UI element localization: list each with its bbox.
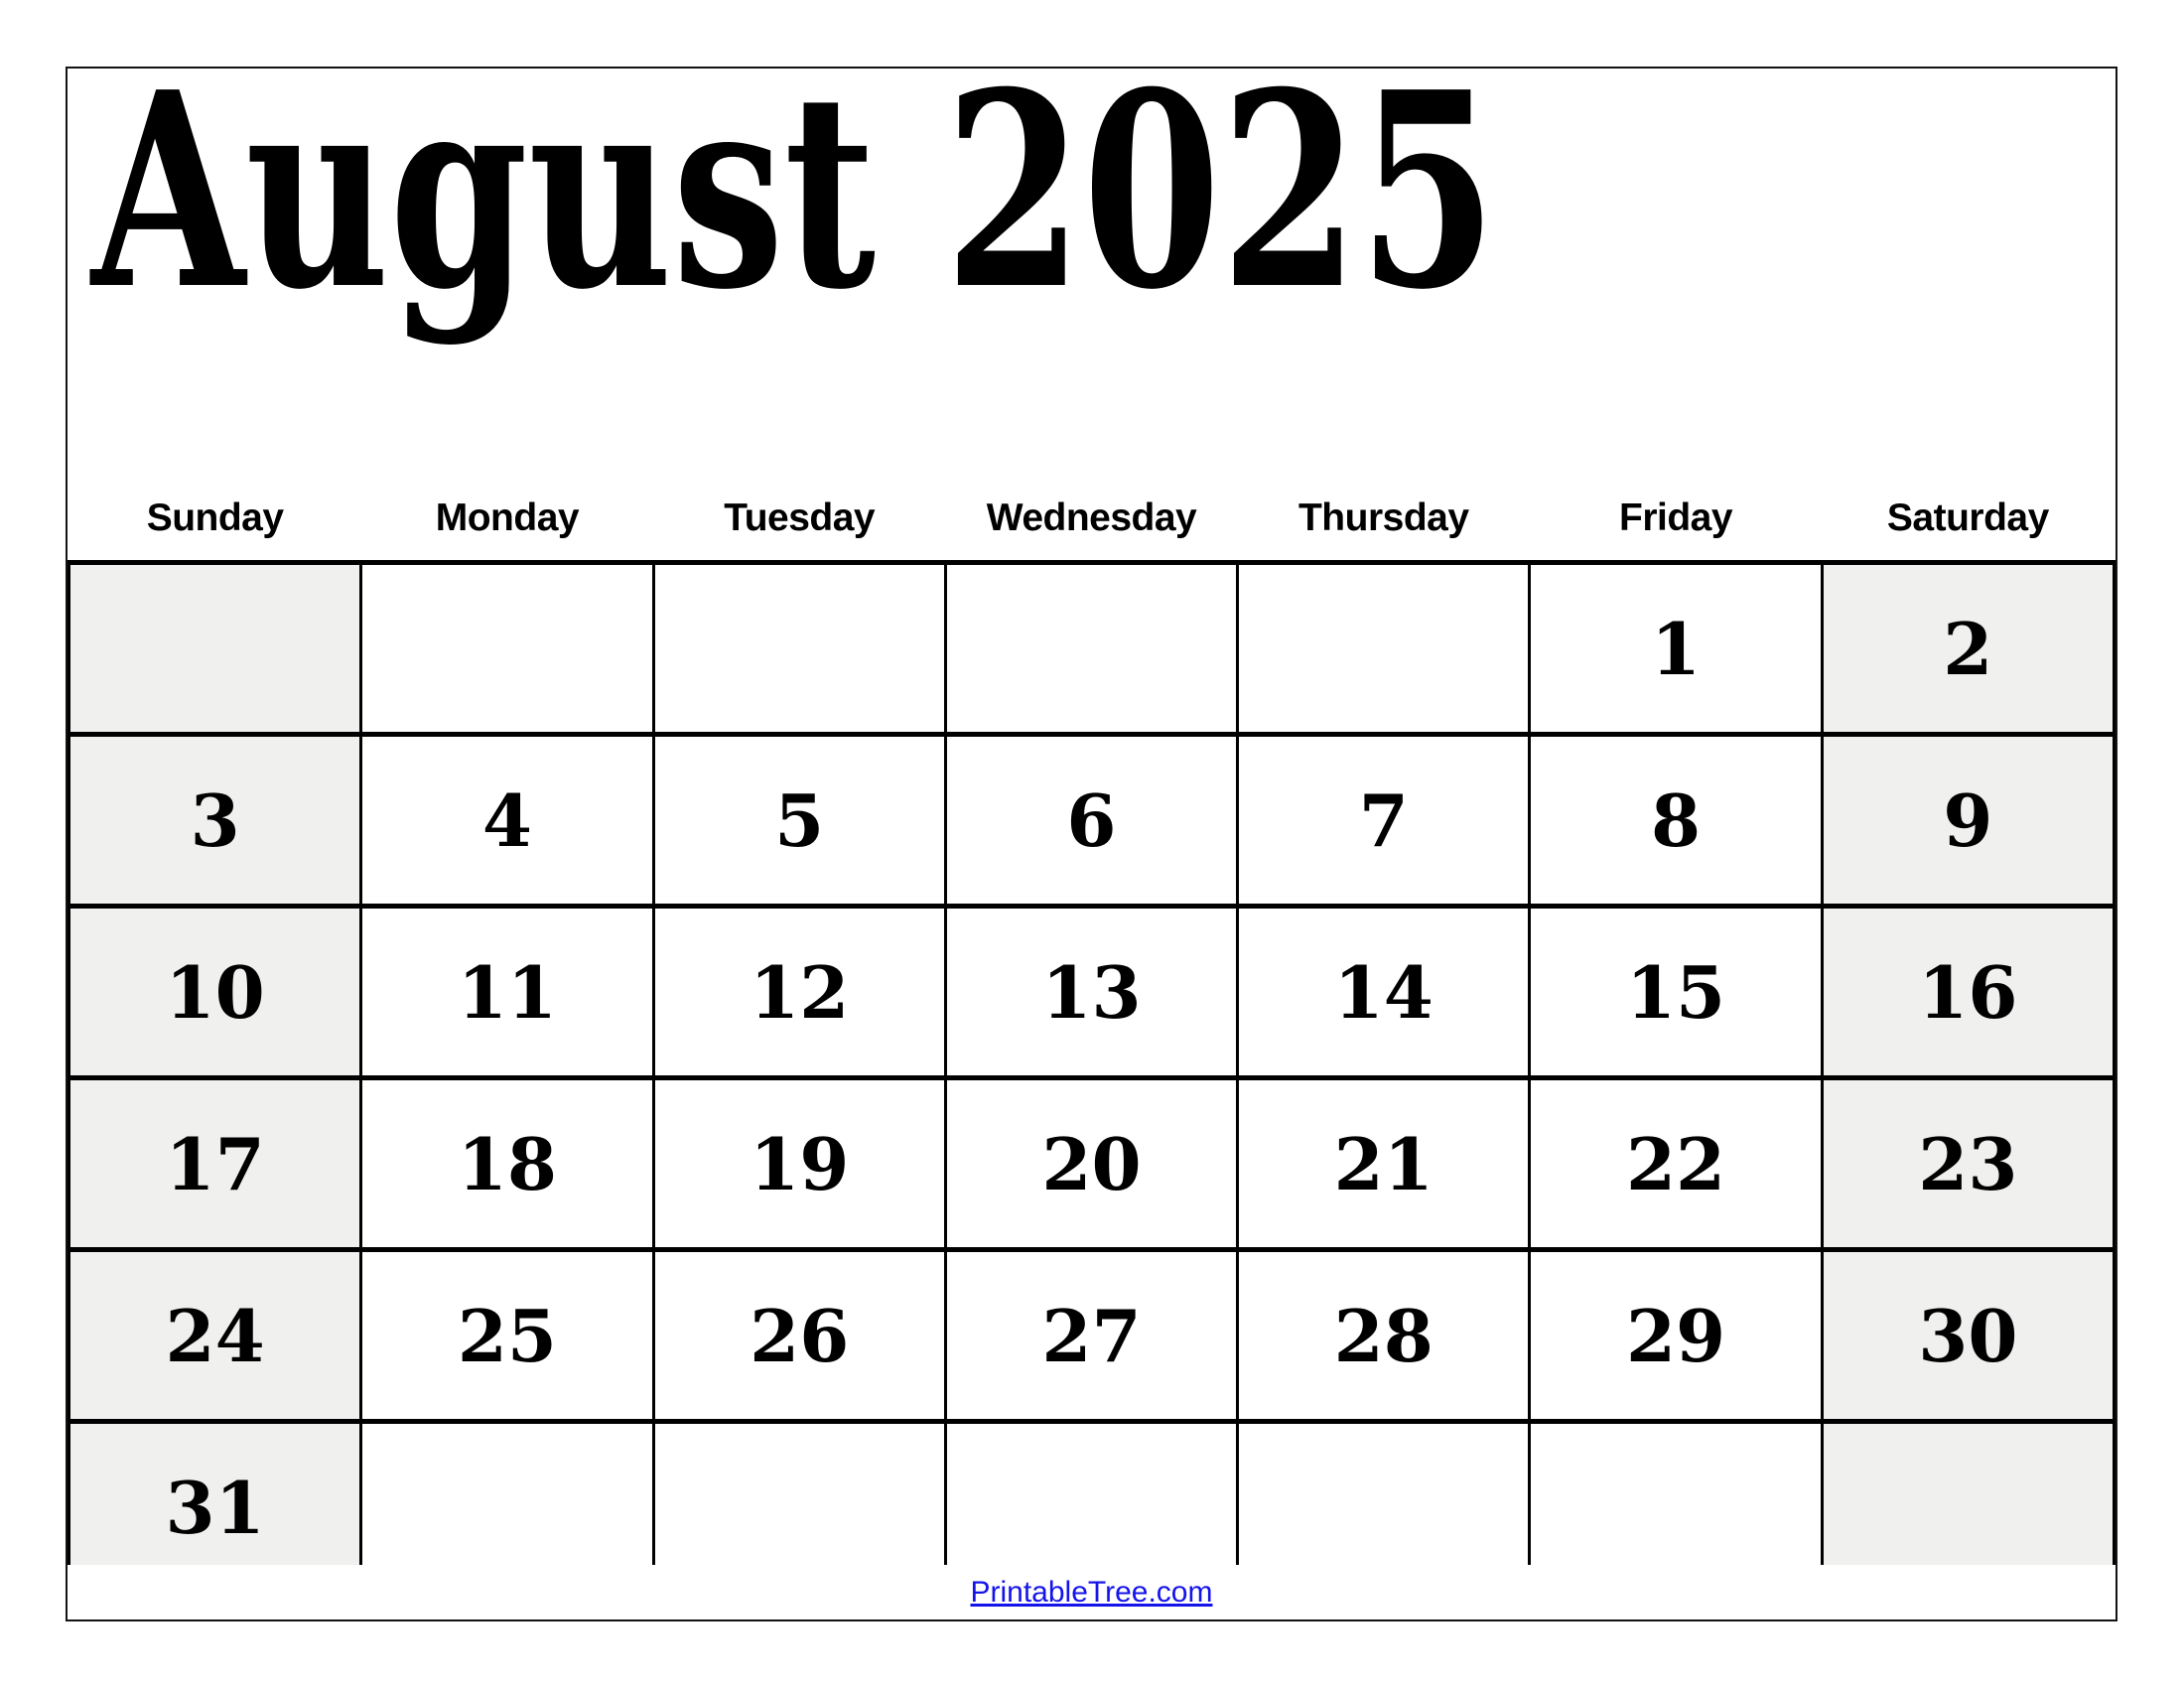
day-cell: 12 — [653, 907, 945, 1078]
day-cell: 28 — [1238, 1250, 1530, 1422]
day-header-friday: Friday — [1530, 461, 1822, 563]
day-header-thursday: Thursday — [1238, 461, 1530, 563]
week-row — [69, 1250, 2115, 1422]
day-cell: 16 — [1822, 907, 2114, 1078]
week-row — [69, 563, 2115, 735]
day-cell: 21 — [1238, 1078, 1530, 1250]
day-cell: 18 — [361, 1078, 653, 1250]
day-cell: 8 — [1530, 735, 1822, 907]
day-cell: 2 — [1822, 563, 2114, 735]
page-title: August 2025 — [91, 33, 1497, 349]
day-cell: 15 — [1530, 907, 1822, 1078]
day-cell: 27 — [945, 1250, 1237, 1422]
day-cell: 14 — [1238, 907, 1530, 1078]
day-cell: 22 — [1530, 1078, 1822, 1250]
day-cell: 6 — [945, 735, 1237, 907]
day-cell: 23 — [1822, 1078, 2114, 1250]
day-cell: 4 — [361, 735, 653, 907]
month-grid — [68, 461, 2116, 1596]
day-cell: 30 — [1822, 1250, 2114, 1422]
day-cell: 11 — [361, 907, 653, 1078]
printabletree-link[interactable]: PrintableTree.com — [970, 1575, 1213, 1609]
day-cell: 31 — [69, 1422, 361, 1594]
day-header-tuesday: Tuesday — [653, 461, 945, 563]
day-cell: 9 — [1822, 735, 2114, 907]
day-cell — [361, 563, 653, 735]
week-row — [69, 735, 2115, 907]
day-header-sunday: Sunday — [69, 461, 361, 563]
day-cell: 20 — [945, 1078, 1237, 1250]
day-cell — [69, 563, 361, 735]
day-cell: 13 — [945, 907, 1237, 1078]
day-header-monday: Monday — [361, 461, 653, 563]
day-cell: 3 — [69, 735, 361, 907]
day-cell: 29 — [1530, 1250, 1822, 1422]
day-cell: 1 — [1530, 563, 1822, 735]
day-cell: 24 — [69, 1250, 361, 1422]
weekday-header-row — [69, 461, 2115, 563]
day-cell: 10 — [69, 907, 361, 1078]
day-cell: 17 — [69, 1078, 361, 1250]
day-cell — [945, 563, 1237, 735]
day-header-saturday: Saturday — [1822, 461, 2114, 563]
page-footer — [68, 1565, 2116, 1619]
week-row — [69, 907, 2115, 1078]
calendar-page — [66, 33, 2117, 1621]
day-header-wednesday: Wednesday — [945, 461, 1237, 563]
day-cell: 5 — [653, 735, 945, 907]
day-cell — [1238, 563, 1530, 735]
day-cell: 7 — [1238, 735, 1530, 907]
day-cell: 19 — [653, 1078, 945, 1250]
week-row — [69, 1078, 2115, 1250]
day-cell: 26 — [653, 1250, 945, 1422]
day-cell — [653, 563, 945, 735]
day-cell: 25 — [361, 1250, 653, 1422]
